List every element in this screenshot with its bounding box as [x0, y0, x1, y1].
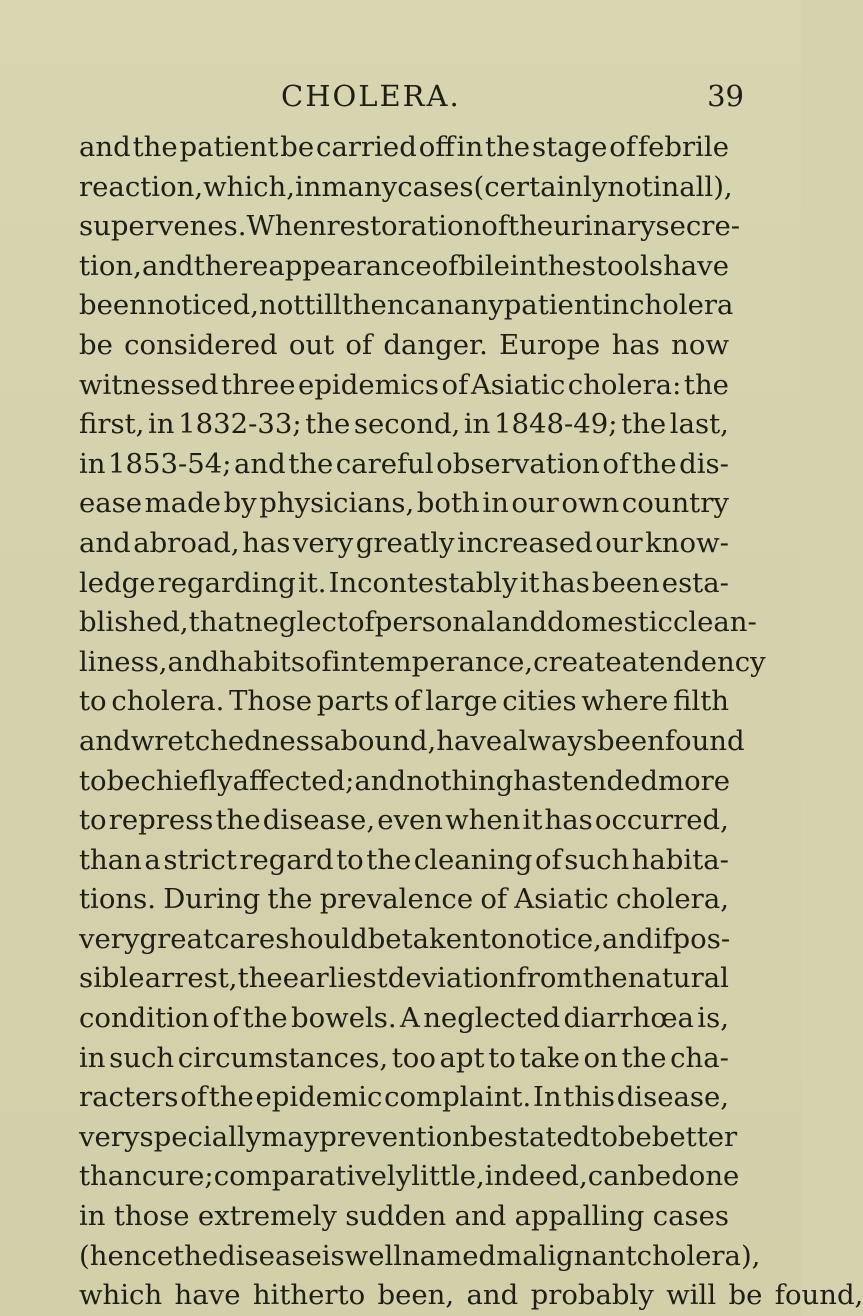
text-line: to repress the disease, even when it has occurred, — [79, 804, 729, 837]
text-line: to cholera. Those parts of large cities where filth — [79, 685, 729, 718]
text-line: tion, and the reappearance of bile in the stools have — [79, 249, 729, 282]
text-line: condition of the bowels. A neglected diarrhœa is, — [79, 1002, 729, 1035]
text-line: liness, and habits of intemperance, create a tendency — [79, 645, 766, 678]
text-line: in 1853-54; and the careful observation of the dis- — [79, 447, 729, 480]
text-line: in such circumstances, too apt to take on the cha- — [79, 1041, 729, 1074]
text-line: sible arrest, the earliest deviation from the natural — [79, 962, 729, 995]
text-line: supervenes. When restoration of the urinary secre- — [79, 210, 741, 243]
text-line: than a strict regard to the cleaning of such habita- — [79, 843, 729, 876]
running-head — [0, 76, 801, 116]
text-line: be considered out of danger. Europe has now — [79, 328, 729, 361]
text-line: which have hitherto been, and probably will be found, — [79, 1279, 863, 1312]
text-line: and wretchedness abound, have always been found — [79, 724, 745, 757]
text-line: reaction, which, in many cases (certainly not in all), — [79, 170, 733, 203]
text-line: witnessed three epidemics of Asiatic cholera: the — [79, 368, 729, 401]
text-line: to be chiefly affected; and nothing has tended more — [79, 764, 731, 797]
text-line: in those extremely sudden and appalling cases — [79, 1200, 729, 1233]
text-line: than cure; comparatively little, indeed, can be done — [79, 1160, 740, 1193]
chapter-title: CHOLERA. — [281, 79, 461, 113]
body-text — [79, 128, 863, 1316]
text-line: very great care should be taken to notice, and if pos- — [79, 922, 731, 955]
text-line: racters of the epidemic complaint. In this disease, — [79, 1081, 729, 1114]
text-line: (hence the disease is well named malignant cholera), — [79, 1239, 761, 1272]
text-line: first, in 1832-33; the second, in 1848-49; the last, — [79, 408, 729, 441]
text-line: and the patient be carried off in the stage of febrile — [79, 131, 729, 163]
page-number: 39 — [707, 79, 744, 113]
text-line: and abroad, has very greatly increased our know- — [79, 526, 729, 559]
text-line: ease made by physicians, both in our own country — [79, 487, 729, 520]
text-line: ledge regarding it. Incontestably it has been esta- — [79, 566, 729, 599]
text-line: very specially may prevention be stated to be better — [79, 1120, 738, 1153]
text-line: tions. During the prevalence of Asiatic cholera, — [79, 883, 729, 916]
text-line: been noticed, not till then can any patient in cholera — [79, 289, 734, 322]
text-line: blished, that neglect of personal and domestic clean- — [79, 606, 757, 639]
